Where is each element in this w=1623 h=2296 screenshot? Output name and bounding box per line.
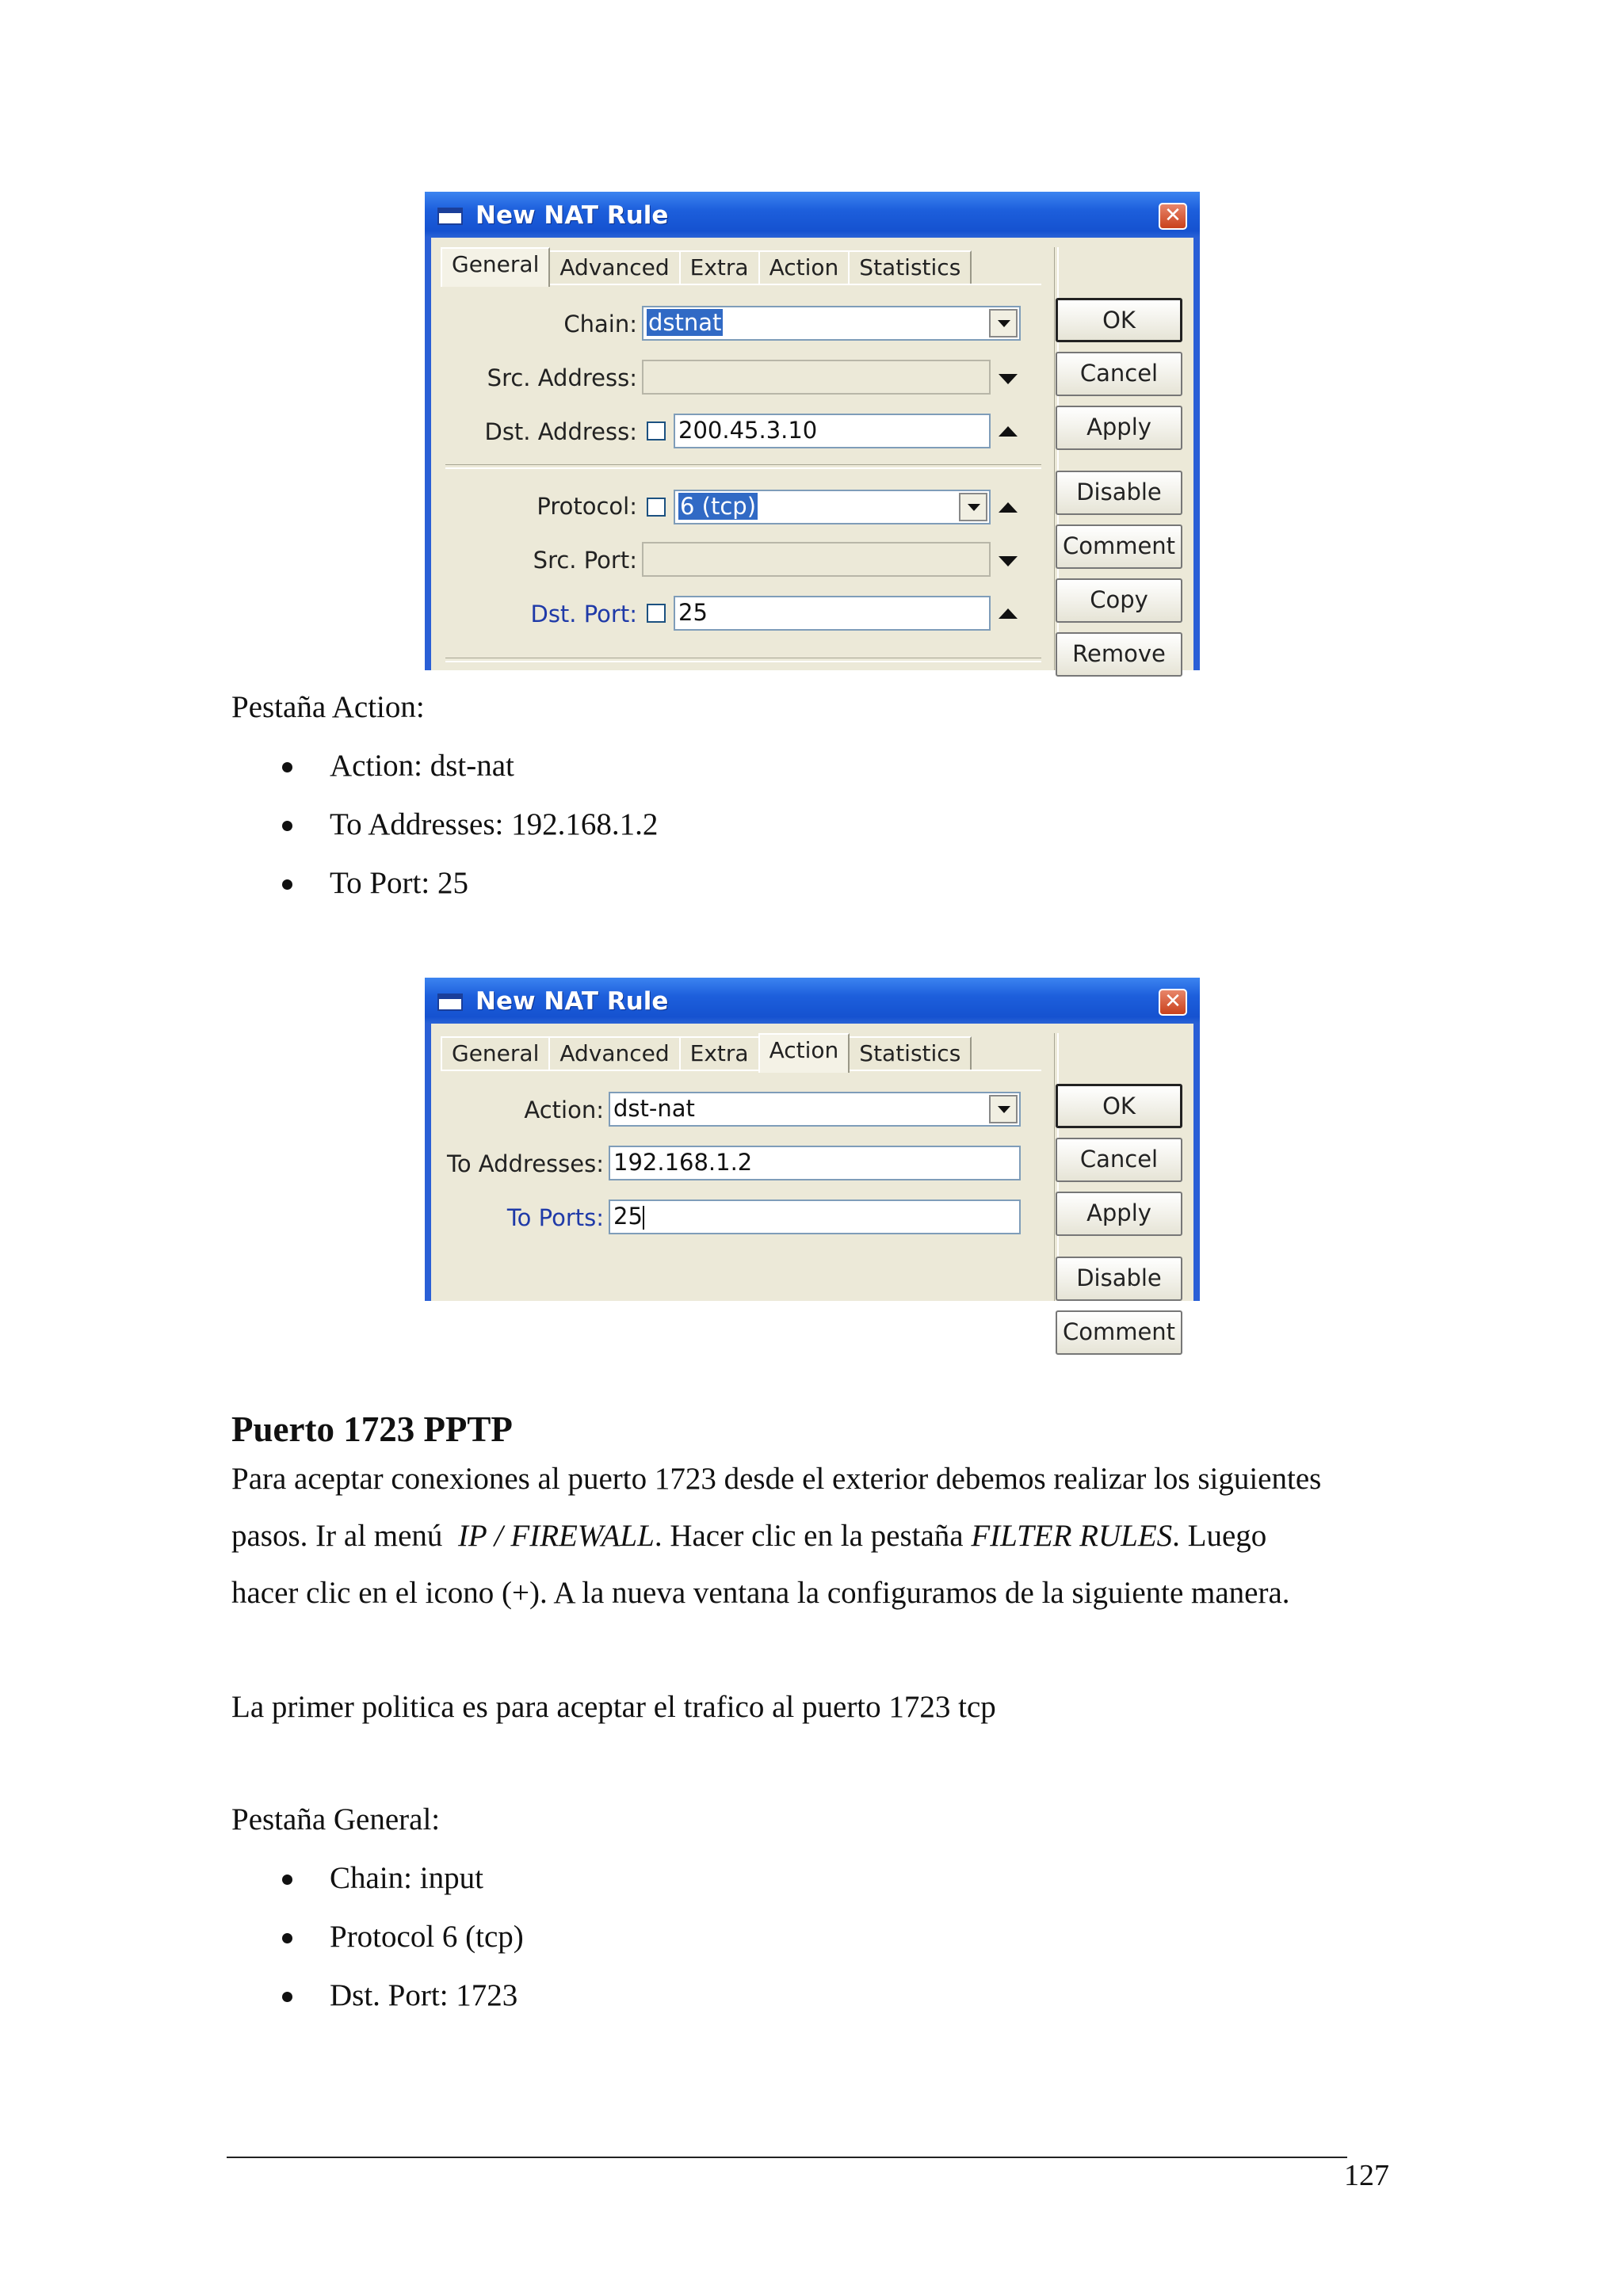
tab-panel-border	[441, 1070, 1041, 1071]
bullet-icon	[282, 1933, 292, 1943]
expand-down-icon[interactable]	[999, 374, 1018, 384]
remove-button[interactable]: Remove	[1056, 632, 1182, 677]
tab-advanced[interactable]: Advanced	[548, 250, 680, 285]
tab-bar	[441, 1033, 970, 1071]
paragraph-text: pasos. Ir al menú	[231, 1519, 458, 1553]
protocol-select[interactable]	[674, 490, 991, 524]
window-icon	[437, 208, 463, 225]
bullet-item: To Addresses: 192.168.1.2	[330, 807, 659, 841]
paragraph-text: . Hacer clic en la pestaña	[654, 1519, 972, 1553]
bullet-icon	[282, 762, 292, 772]
section-separator	[445, 464, 1041, 469]
src-port-field[interactable]	[642, 542, 991, 577]
dialog-title-bar[interactable]	[425, 192, 1200, 238]
copy-button[interactable]: Copy	[1056, 578, 1182, 623]
window-icon	[437, 994, 463, 1011]
dst-port-field[interactable]: 25	[674, 596, 991, 631]
collapse-up-icon[interactable]	[999, 502, 1018, 513]
chevron-down-icon[interactable]	[989, 1095, 1018, 1123]
chain-label: Chain:	[563, 311, 637, 338]
tab-general[interactable]: General	[441, 1036, 550, 1071]
apply-button[interactable]: Apply	[1056, 406, 1182, 450]
protocol-label: Protocol:	[537, 493, 637, 520]
bullet-item: To Port: 25	[330, 866, 468, 900]
src-port-label: Src. Port:	[533, 547, 637, 574]
to-ports-value: 25	[613, 1203, 643, 1230]
bullet-item: Protocol 6 (tcp)	[330, 1920, 524, 1954]
dialog-title: New NAT Rule	[475, 201, 669, 230]
bullet-icon	[282, 879, 292, 890]
dst-address-label: Dst. Address:	[484, 418, 637, 445]
dialog-body	[431, 238, 1193, 670]
dst-port-negate-checkbox[interactable]	[647, 604, 666, 623]
bullet-item: Dst. Port: 1723	[330, 1978, 518, 2012]
nat-rule-dialog-action	[425, 978, 1200, 1345]
close-icon[interactable]: ✕	[1159, 203, 1187, 230]
page-number: 127	[1344, 2159, 1389, 2192]
menu-path: IP / FIREWALL	[457, 1519, 655, 1553]
collapse-up-icon[interactable]	[999, 608, 1018, 619]
bullet-icon	[282, 1992, 292, 2002]
paragraph-line: hacer clic en el icono (+). A la nueva ventana la configuramos de la siguiente manera.	[231, 1576, 1290, 1610]
chain-select[interactable]	[642, 306, 1021, 341]
dialog-title: New NAT Rule	[475, 987, 669, 1016]
section-heading: Puerto 1723 PPTP	[231, 1409, 513, 1449]
cancel-button[interactable]: Cancel	[1056, 1138, 1182, 1182]
close-icon[interactable]: ✕	[1159, 989, 1187, 1016]
text-cursor	[643, 1206, 644, 1230]
dst-address-field[interactable]: 200.45.3.10	[674, 414, 991, 448]
chevron-down-icon[interactable]	[959, 493, 987, 521]
protocol-negate-checkbox[interactable]	[647, 498, 666, 517]
policy-text: La primer politica es para aceptar el trafico al puerto 1723 tcp	[231, 1690, 996, 1724]
disable-button[interactable]: Disable	[1056, 1257, 1182, 1301]
paragraph-line	[231, 1518, 1266, 1554]
tab-action[interactable]: Action	[758, 250, 850, 285]
tab-general[interactable]: General	[441, 247, 550, 287]
protocol-value: 6 (tcp)	[680, 493, 757, 520]
action-select[interactable]	[609, 1092, 1021, 1127]
paragraph-line: Para aceptar conexiones al puerto 1723 desde el exterior debemos realizar los siguientes	[231, 1462, 1322, 1496]
tab-extra[interactable]: Extra	[679, 250, 760, 285]
tab-extra[interactable]: Extra	[679, 1036, 760, 1071]
caption-general-tab: Pestaña General:	[231, 1802, 441, 1836]
ok-button[interactable]: OK	[1056, 1084, 1182, 1128]
chain-value: dstnat	[648, 309, 722, 336]
to-ports-field[interactable]	[609, 1199, 1021, 1234]
dialog-title-bar[interactable]	[425, 978, 1200, 1024]
section-separator	[445, 658, 1041, 662]
tab-statistics[interactable]: Statistics	[848, 250, 972, 285]
cancel-button[interactable]: Cancel	[1056, 352, 1182, 396]
apply-button[interactable]: Apply	[1056, 1192, 1182, 1236]
comment-button[interactable]: Comment	[1056, 1310, 1182, 1355]
bullet-icon	[282, 1875, 292, 1885]
tab-statistics[interactable]: Statistics	[848, 1036, 972, 1071]
action-label: Action:	[524, 1097, 604, 1123]
to-ports-label: To Ports:	[506, 1204, 604, 1231]
paragraph-text: . Luego	[1172, 1519, 1267, 1553]
nat-rule-dialog-general	[425, 192, 1200, 670]
src-address-field[interactable]	[642, 360, 991, 395]
tab-action[interactable]: Action	[758, 1033, 850, 1073]
caption-action-tab: Pestaña Action:	[231, 690, 425, 724]
tab-advanced[interactable]: Advanced	[548, 1036, 680, 1071]
comment-button[interactable]: Comment	[1056, 524, 1182, 569]
src-address-label: Src. Address:	[487, 364, 637, 391]
chevron-down-icon[interactable]	[989, 309, 1018, 338]
to-addresses-field[interactable]: 192.168.1.2	[609, 1146, 1021, 1180]
footer-rule	[227, 2157, 1347, 2158]
tab-bar	[441, 247, 970, 285]
dst-port-label: Dst. Port:	[530, 601, 637, 627]
bullet-icon	[282, 821, 292, 831]
to-addresses-label: To Addresses:	[447, 1150, 604, 1177]
bullet-item: Chain: input	[330, 1861, 483, 1895]
collapse-up-icon[interactable]	[999, 426, 1018, 437]
tab-name: FILTER RULES	[971, 1519, 1173, 1553]
bullet-item: Action: dst-nat	[330, 749, 514, 783]
disable-button[interactable]: Disable	[1056, 471, 1182, 515]
dst-address-negate-checkbox[interactable]	[647, 421, 666, 441]
dialog-body	[431, 1024, 1193, 1345]
expand-down-icon[interactable]	[999, 556, 1018, 566]
ok-button[interactable]: OK	[1056, 298, 1182, 342]
action-value: dst-nat	[613, 1095, 695, 1122]
